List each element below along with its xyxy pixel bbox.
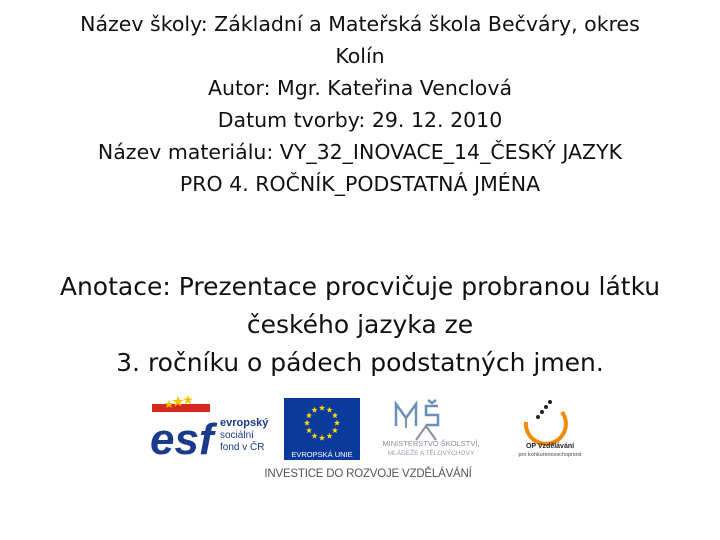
author-line: Autor: Mgr. Kateřina Venclová [207, 76, 513, 100]
date-line: Datum tvorby: 29. 12. 2010 [217, 108, 503, 132]
annotation [10, 268, 710, 382]
esf-line1: evropský [220, 417, 269, 429]
funding-logos [148, 394, 588, 494]
esf-line3: fond v ČR [220, 442, 265, 453]
msmt-line1: MINISTERSTVO ŠKOLSTVÍ, [382, 439, 480, 448]
school-name-line-continued: Kolín [335, 44, 385, 68]
eu-flag-icon [284, 398, 360, 460]
annotation-line-2: českého jazyka ze [246, 310, 474, 339]
svg-text:esf: esf [150, 415, 214, 464]
op-vk-logo-icon [508, 396, 592, 462]
esf-line2: sociální [220, 430, 254, 441]
msmt-line2: MLÁDEŽE A TĚLOVÝCHOVY [387, 450, 475, 457]
annotation-line-3: 3. ročníku o pádech podstatných jmen. [116, 348, 604, 377]
eu-caption: EVROPSKÁ UNIE [291, 450, 353, 459]
annotation-line-1: Anotace: Prezentace procvičuje probranou látku [59, 272, 661, 301]
op-line1: OP Vzdělávání [525, 443, 575, 450]
material-name-line-continued: PRO 4. ROČNÍK_PODSTATNÁ JMÉNA [179, 172, 541, 196]
investment-slogan: INVESTICE DO ROZVOJE VZDĚLÁVÁNÍ [264, 468, 472, 480]
esf-logo-icon [148, 394, 276, 464]
school-info [20, 8, 700, 200]
material-name-line: Název materiálu: VY_32_INOVACE_14_ČESKÝ JAZYK [97, 140, 623, 164]
school-name-line: Název školy: Základní a Mateřská škola Bečváry, okres [80, 12, 640, 36]
msmt-logo-icon [366, 396, 496, 462]
op-line2: pro konkurenceschopnost [518, 452, 582, 458]
